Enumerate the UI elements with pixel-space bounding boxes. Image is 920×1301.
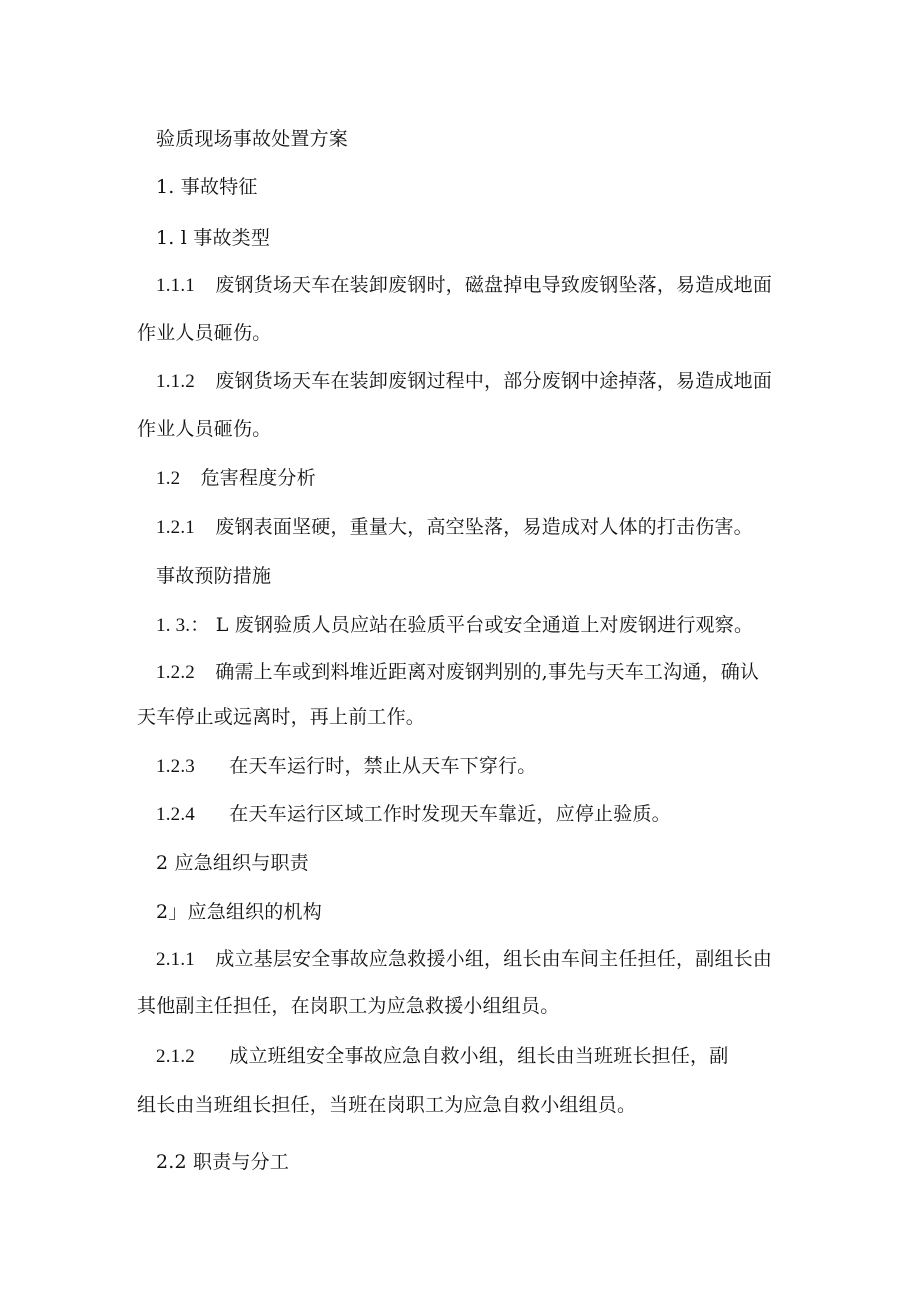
paragraph-1-2-4 <box>156 802 671 827</box>
paragraph-1-2-1 <box>156 515 753 540</box>
paragraph-number: 1.2.1 <box>156 517 195 538</box>
paragraph-1-1-2 <box>156 369 772 394</box>
paragraph-1-2-2 <box>156 660 759 685</box>
paragraph-number: 2.1.2 <box>156 1046 195 1067</box>
paragraph-2-1-1-continued: 其他副主任担任，在岗职工为应急救援小组组员。 <box>137 995 560 1017</box>
document-title: 验质现场事故处置方案 <box>156 128 349 150</box>
paragraph-1-1-2-continued: 作业人员砸伤。 <box>137 418 272 440</box>
paragraph-text: 在天车运行区域工作时发现天车靠近，应停止验质。 <box>229 803 671 825</box>
section-title: 危害程度分析 <box>200 467 316 489</box>
paragraph-text: 废钢货场天车在装卸废钢时，磁盘掉电导致废钢坠落，易造成地面 <box>215 274 773 296</box>
paragraph-text: 废钢货场天车在装卸废钢过程中，部分废钢中途掉落，易造成地面 <box>215 370 773 392</box>
paragraph-1-1-1 <box>156 273 772 298</box>
section-1-1-heading: 1. l 事故类型 <box>156 227 271 249</box>
paragraph-1-3 <box>156 613 753 638</box>
paragraph-1-2-3 <box>156 754 536 779</box>
paragraph-2-1-2-continued: 组长由当班组长担任，当班在岗职工为应急自救小组组员。 <box>137 1094 637 1116</box>
prevention-heading: 事故预防措施 <box>156 565 272 587</box>
paragraph-text: 废钢表面坚硬，重量大，高空坠落，易造成对人体的打击伤害。 <box>215 516 753 538</box>
paragraph-number: 1.2.2 <box>156 662 195 683</box>
paragraph-number: 1.2.4 <box>156 804 195 825</box>
paragraph-text: L 废钢验质人员应站在验质平台或安全通道上对废钢进行观察。 <box>215 614 754 636</box>
paragraph-number: 1.1.1 <box>156 275 195 296</box>
section-2-2-heading: 2.2 职责与分工 <box>156 1151 290 1173</box>
paragraph-number: 1. 3.： <box>156 615 210 636</box>
section-2-1-heading: 2」应急组织的机构 <box>156 901 322 923</box>
paragraph-2-1-2 <box>156 1044 728 1069</box>
paragraph-2-1-1 <box>156 947 772 972</box>
section-1-2-heading <box>156 466 316 491</box>
paragraph-text: 成立基层安全事故应急救援小组，组长由车间主任担任，副组长由 <box>215 948 773 970</box>
paragraph-text: 在天车运行时，禁止从天车下穿行。 <box>229 755 537 777</box>
paragraph-text: 成立班组安全事故应急自救小组，组长由当班班长担任，副 <box>229 1045 729 1067</box>
paragraph-number: 1.2.3 <box>156 756 195 777</box>
paragraph-text: 确需上车或到料堆近距离对废钢判别的,事先与天车工沟通，确认 <box>215 661 760 683</box>
section-number: 1.2 <box>156 468 181 489</box>
paragraph-1-1-1-continued: 作业人员砸伤。 <box>137 322 272 344</box>
section-2-heading: 2 应急组织与职责 <box>156 852 309 874</box>
paragraph-1-2-2-continued: 天车停止或远离时，再上前工作。 <box>137 706 426 728</box>
section-1-heading: 1. 事故特征 <box>156 176 258 198</box>
paragraph-number: 1.1.2 <box>156 371 195 392</box>
paragraph-number: 2.1.1 <box>156 949 195 970</box>
